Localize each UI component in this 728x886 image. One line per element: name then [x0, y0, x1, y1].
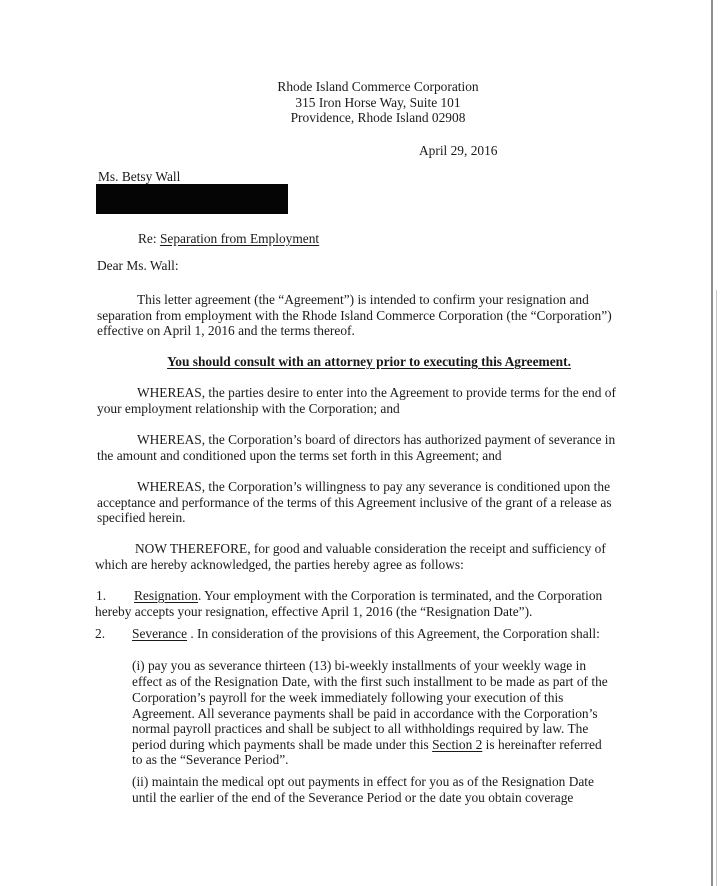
- item-i-line-2: effect as of the Resignation Date, with the first such installment to be made as part of the: [132, 674, 608, 689]
- item-i-line-4: Agreement. All severance payments shall be paid in accordance with the Corporation’s: [132, 706, 598, 721]
- intro-line-2: separation from employment with the Rhode Island Commerce Corporation (the “Corporation”): [97, 308, 612, 323]
- intro-line-3: effective on April 1, 2016 and the terms thereof.: [97, 323, 355, 338]
- whereas2-line-2: the amount and conditioned upon the terms set forth in this Agreement; and: [97, 448, 502, 463]
- whereas3-line-2: acceptance and performance of the terms of this Agreement inclusive of the grant of a release as: [97, 495, 612, 510]
- item-ii-line-1: (ii) maintain the medical opt out payments in effect for you as of the Resignation Date: [132, 774, 594, 789]
- intro-line-1: This letter agreement (the “Agreement”) is intended to confirm your resignation and: [137, 292, 589, 307]
- redacted-address: [96, 184, 288, 214]
- salutation: Dear Ms. Wall:: [97, 258, 179, 273]
- letterhead-org: Rhode Island Commerce Corporation: [277, 79, 479, 94]
- section1-heading: Resignation: [134, 588, 198, 603]
- whereas3-line-1: WHEREAS, the Corporation’s willingness to pay any severance is conditioned upon the: [137, 479, 611, 494]
- section1-line-1: Resignation. Your employment with the Corporation is terminated, and the Corporation: [134, 588, 603, 603]
- now-therefore-line-2: which are hereby acknowledged, the parties hereby agree as follows:: [95, 557, 464, 572]
- item-i-line-3: Corporation’s payroll for the week immediately following your execution of this: [132, 690, 564, 705]
- section2-number: 2.: [95, 626, 106, 641]
- re-prefix: Re:: [138, 231, 160, 246]
- letterhead-address2: Providence, Rhode Island 02908: [290, 110, 466, 125]
- whereas3-line-3: specified herein.: [97, 510, 186, 525]
- whereas2-line-1: WHEREAS, the Corporation’s board of directors has authorized payment of severance in: [137, 432, 616, 447]
- re-line: [138, 231, 319, 247]
- section-2-reference: Section 2: [432, 737, 483, 752]
- section2-heading: Severance: [132, 626, 188, 641]
- section1-line-2: hereby accepts your resignation, effective April 1, 2016 (the “Resignation Date”).: [95, 604, 533, 619]
- section1-number: 1.: [96, 588, 107, 603]
- item-ii-line-2: until the earlier of the end of the Severance Period or the date you obtain coverage: [132, 790, 574, 805]
- item-i-line-6: period during which payments shall be made under this Section 2 is hereinafter referred: [132, 737, 602, 752]
- section2-line-1: Severance . In consideration of the provisions of this Agreement, the Corporation shall:: [132, 626, 600, 641]
- page-edge: [711, 0, 713, 886]
- re-subject: Separation from Employment: [159, 231, 320, 246]
- whereas1-line-2: your employment relationship with the Corporation; and: [97, 401, 400, 416]
- page-edge-inner: [716, 290, 717, 886]
- recipient-name: Ms. Betsy Wall: [98, 169, 181, 184]
- attorney-notice: You should consult with an attorney prior to executing this Agreement.: [167, 354, 571, 369]
- item-i-line-5: normal payroll practices and shall be subject to all withholdings required by law. The: [132, 721, 589, 736]
- letterhead-address1: 315 Iron Horse Way, Suite 101: [295, 95, 461, 110]
- now-therefore-line-1: NOW THEREFORE, for good and valuable consideration the receipt and sufficiency of: [135, 541, 606, 556]
- whereas1-line-1: WHEREAS, the parties desire to enter into the Agreement to provide terms for the end of: [137, 385, 616, 400]
- letter-date: April 29, 2016: [419, 143, 498, 158]
- item-i-line-1: (i) pay you as severance thirteen (13) bi-weekly installments of your weekly wage in: [132, 658, 587, 673]
- item-i-line-7: to as the “Severance Period”.: [132, 752, 289, 767]
